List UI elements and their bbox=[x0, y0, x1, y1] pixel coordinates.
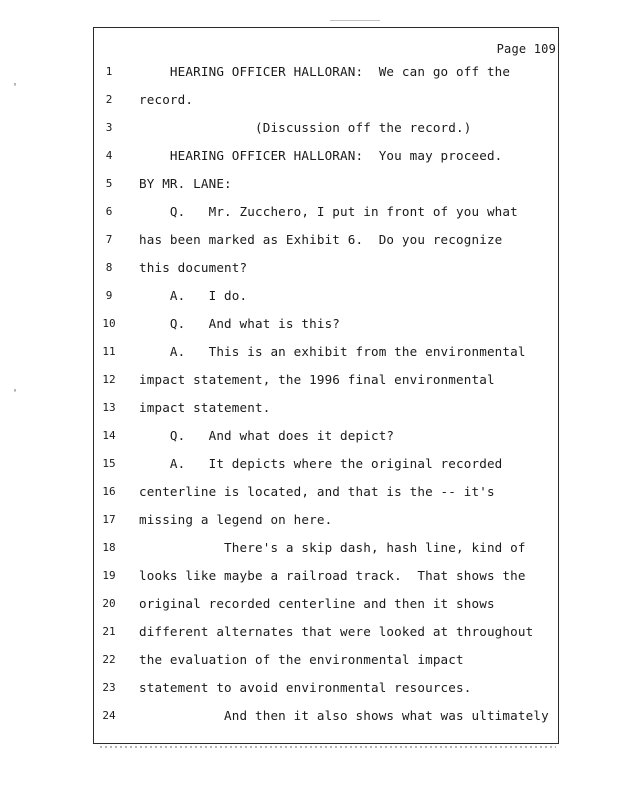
transcript-line bbox=[0, 315, 618, 335]
line-text: Q. And what is this? bbox=[139, 316, 341, 331]
transcript-line bbox=[0, 595, 618, 615]
line-text: record. bbox=[139, 92, 194, 107]
line-number: 22 bbox=[102, 653, 116, 666]
transcript-line bbox=[0, 371, 618, 391]
line-text: original recorded centerline and then it shows bbox=[139, 596, 495, 611]
line-text: has been marked as Exhibit 6. Do you recognize bbox=[139, 232, 503, 247]
line-text: A. It depicts where the original recorded bbox=[139, 456, 503, 471]
margin-tick-mark: ' bbox=[12, 388, 19, 399]
line-number: 3 bbox=[105, 121, 113, 134]
line-number: 1 bbox=[105, 65, 113, 78]
line-number: 4 bbox=[105, 149, 113, 162]
line-text: HEARING OFFICER HALLORAN: We can go off the bbox=[139, 64, 511, 79]
line-number: 12 bbox=[102, 373, 116, 386]
line-text: And then it also shows what was ultimately bbox=[139, 708, 549, 723]
transcript-line bbox=[0, 63, 618, 83]
line-text: BY MR. LANE: bbox=[139, 176, 232, 191]
transcript-line bbox=[0, 231, 618, 251]
transcript-line bbox=[0, 259, 618, 279]
line-number: 9 bbox=[105, 289, 113, 302]
transcript-line bbox=[0, 427, 618, 447]
line-number: 17 bbox=[102, 513, 116, 526]
line-number: 6 bbox=[105, 205, 113, 218]
line-number: 7 bbox=[105, 233, 113, 246]
line-text: statement to avoid environmental resources. bbox=[139, 680, 472, 695]
transcript-line bbox=[0, 539, 618, 559]
line-text: different alternates that were looked at throughout bbox=[139, 624, 534, 639]
line-number: 2 bbox=[105, 93, 113, 106]
transcript-line bbox=[0, 455, 618, 475]
line-text: this document? bbox=[139, 260, 248, 275]
line-text: A. I do. bbox=[139, 288, 248, 303]
transcript-line bbox=[0, 399, 618, 419]
line-number: 8 bbox=[105, 261, 113, 274]
line-text: A. This is an exhibit from the environmental bbox=[139, 344, 526, 359]
transcript-line bbox=[0, 567, 618, 587]
transcript-line bbox=[0, 651, 618, 671]
line-number: 5 bbox=[105, 177, 113, 190]
line-text: Q. Mr. Zucchero, I put in front of you what bbox=[139, 204, 518, 219]
line-text: HEARING OFFICER HALLORAN: You may proceed. bbox=[139, 148, 503, 163]
transcript-line bbox=[0, 483, 618, 503]
line-text: missing a legend on here. bbox=[139, 512, 333, 527]
transcript-line bbox=[0, 679, 618, 699]
transcript-line bbox=[0, 343, 618, 363]
line-number: 20 bbox=[102, 597, 116, 610]
transcript-line bbox=[0, 287, 618, 307]
page-number: Page 109 bbox=[496, 42, 556, 56]
line-number: 15 bbox=[102, 457, 116, 470]
line-number: 14 bbox=[102, 429, 116, 442]
line-text: impact statement. bbox=[139, 400, 271, 415]
line-text: (Discussion off the record.) bbox=[139, 120, 472, 135]
transcript-line bbox=[0, 623, 618, 643]
transcript-line bbox=[0, 147, 618, 167]
line-text: looks like maybe a railroad track. That shows the bbox=[139, 568, 526, 583]
line-number: 18 bbox=[102, 541, 116, 554]
transcript-line bbox=[0, 119, 618, 139]
transcript-line bbox=[0, 175, 618, 195]
line-number: 16 bbox=[102, 485, 116, 498]
line-number: 13 bbox=[102, 401, 116, 414]
line-text: Q. And what does it depict? bbox=[139, 428, 395, 443]
line-text: impact statement, the 1996 final environmental bbox=[139, 372, 495, 387]
line-text: centerline is located, and that is the -- it's bbox=[139, 484, 495, 499]
line-number: 10 bbox=[102, 317, 116, 330]
transcript-line bbox=[0, 707, 618, 727]
scan-artifact-bottom bbox=[100, 746, 556, 748]
transcript-line bbox=[0, 511, 618, 531]
line-number: 24 bbox=[102, 709, 116, 722]
line-number: 23 bbox=[102, 681, 116, 694]
transcript-line bbox=[0, 91, 618, 111]
line-text: There's a skip dash, hash line, kind of bbox=[139, 540, 526, 555]
line-number: 19 bbox=[102, 569, 116, 582]
transcript-line bbox=[0, 203, 618, 223]
line-number: 21 bbox=[102, 625, 116, 638]
line-text: the evaluation of the environmental impact bbox=[139, 652, 464, 667]
line-number: 11 bbox=[102, 345, 116, 358]
margin-tick-mark: ' bbox=[12, 82, 19, 93]
